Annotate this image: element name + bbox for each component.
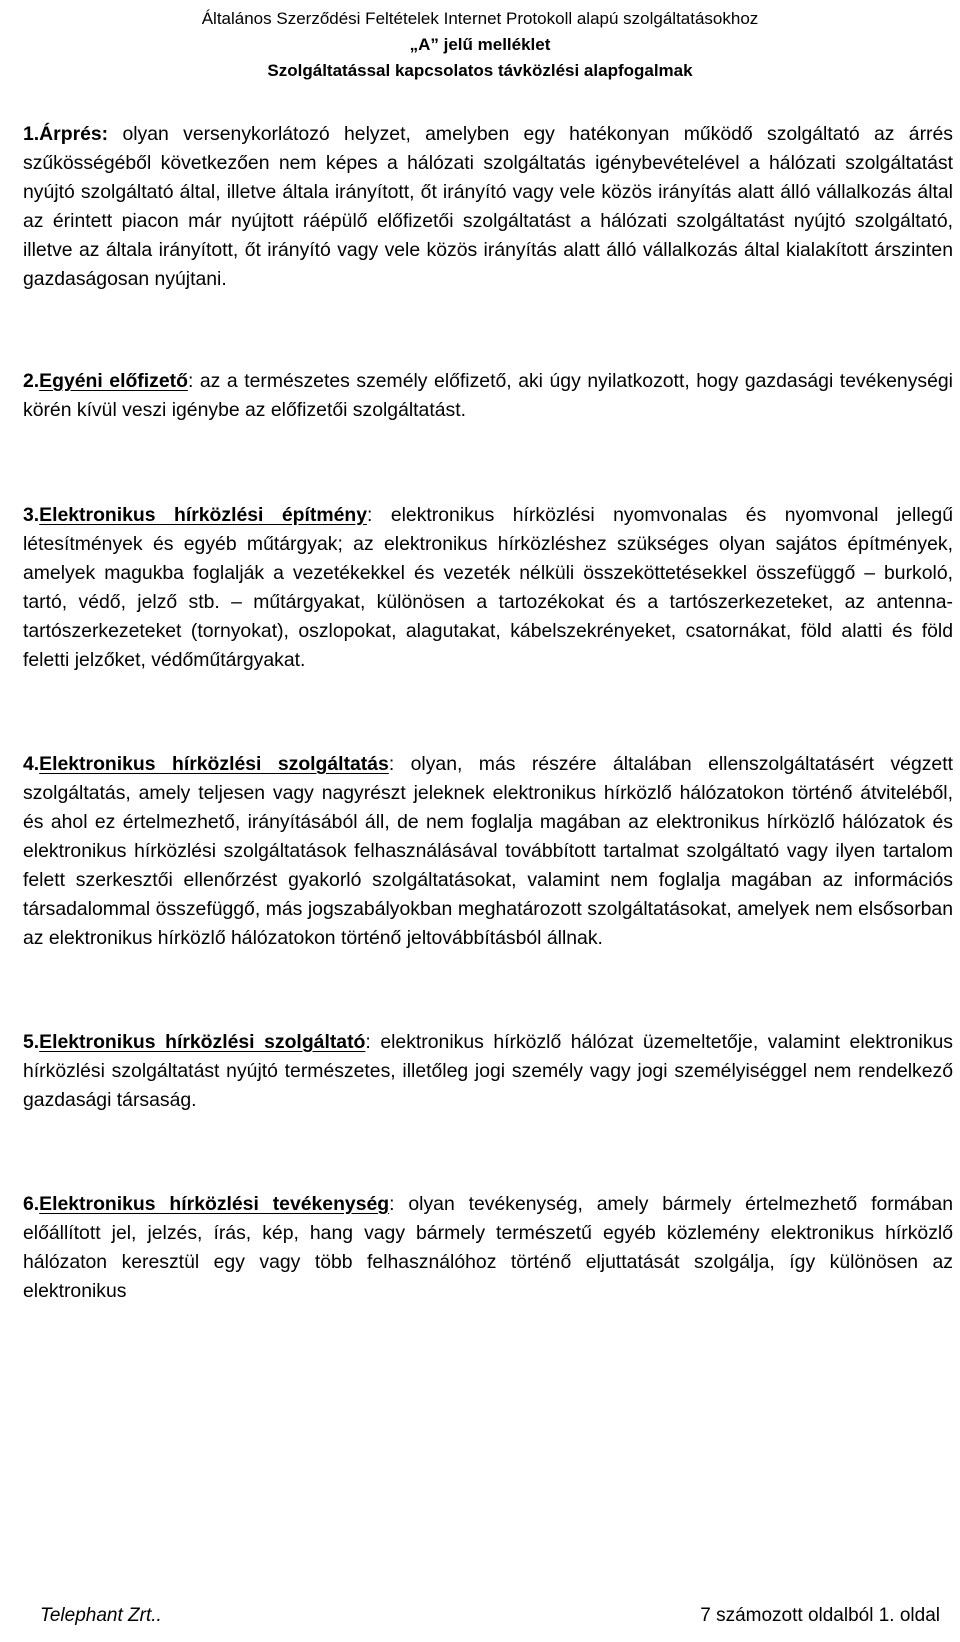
definitions-list — [23, 120, 953, 1306]
definition-item — [23, 120, 953, 294]
definition-term: Elektronikus hírközlési tevékenység — [39, 1193, 390, 1215]
definition-number: 6. — [23, 1193, 40, 1215]
definition-term: Elektronikus hírközlési szolgáltatás — [39, 753, 389, 775]
header-title: Általános Szerződési Feltételek Internet Protokoll alapú szolgáltatásokhoz — [201, 9, 759, 28]
footer-page-number: 7 számozott oldalból 1. oldal — [700, 1605, 940, 1626]
definition-number: 1. — [23, 123, 40, 145]
header-subtitle: Szolgáltatással kapcsolatos távközlési alapfogalmak — [267, 61, 693, 80]
definition-number: 2. — [23, 370, 40, 392]
definition-number: 4. — [23, 753, 40, 775]
definition-text: : olyan, más részére általában ellenszolgáltatásért végzett szolgáltatás, amely teljesen vagy nagyrészt jeleknek elektronikus hírközlő hálózatokon történő átviteléből, és ahol ez értelmezhető, irányításából áll, de nem foglalja magában az elektronikus hírközlő hálózatok és elektronikus hírközlési szolgáltatások felhasználásával továbbított tartalmat szolgáltató vagy ilyen tartalom felett szerkesztői ellenőrzést gyakorló szolgáltatásokat, valamint nem foglalja magában az információs társadalommal összefüggő, más jogszabályokban meghatározott szolgáltatásokat, amelyek nem elsősorban az elektronikus hírközlő hálózatokon történő jeltovábbításból állnak. — [23, 753, 953, 949]
header-annex-label: „A” jelű melléklet — [409, 35, 551, 54]
definition-text: : az a természetes személy előfizető, aki úgy nyilatkozott, hogy gazdasági tevékenységi körén kívül veszi igénybe az előfizetői szolgáltatást. — [23, 370, 953, 421]
definition-item — [23, 501, 953, 675]
definition-term: Elektronikus hírközlési építmény — [39, 504, 368, 526]
definition-number: 5. — [23, 1031, 40, 1053]
definition-item — [23, 750, 953, 953]
definition-term: Egyéni előfizető — [39, 370, 188, 392]
definition-text: olyan versenykorlátozó helyzet, amelyben egy hatékonyan működő szolgáltató az árrés szűkösségéből következően nem képes a hálózati szolgáltatás igénybevételével a hálózati szolgáltatást nyújtó szolgáltató által, illetve általa irányított, őt irányító vagy vele közös irányítás alatt álló vállalkozás által az érintett piacon már nyújtott ráépülő előfizetői szolgáltatást a hálózati szolgáltatást nyújtó szolgáltató, illetve az általa irányított, őt irányító vagy vele közös irányítás alatt álló vállalkozás által kialakított árszinten gazdaságosan nyújtani. — [23, 123, 953, 290]
page-header — [0, 6, 960, 84]
definition-item — [23, 367, 953, 425]
definition-item — [23, 1190, 953, 1306]
definition-number: 3. — [23, 504, 40, 526]
definition-text: : elektronikus hírközlő hálózat üzemeltetője, valamint elektronikus hírközlési szolgáltatást nyújtó természetes, illetőleg jogi személy vagy jogi személyiséggel nem rendelkező gazdasági társaság. — [23, 1031, 954, 1111]
definition-term: Elektronikus hírközlési szolgáltató — [39, 1031, 366, 1053]
definition-text: : olyan tevékenység, amely bármely értelmezhető formában előállított jel, jelzés, írás, kép, hang vagy bármely természetű egyéb közlemény elektronikus hírközlő hálózaton keresztül egy vagy több felhasználóhoz történő eljuttatását szolgálja, így különösen az elektronikus — [23, 1193, 953, 1302]
definition-item — [23, 1028, 953, 1115]
footer-company: Telephant Zrt.. — [40, 1605, 162, 1626]
definition-text: : elektronikus hírközlési nyomvonalas és nyomvonal jellegű létesítmények és egyéb műtárgyak; az elektronikus hírközléshez szükséges olyan sajátos építmények, amelyek magukba foglalják a vezetékekkel és vezeték nélküli összeköttetésekkel összefüggő – burkoló, tartó, védő, jelző stb. – műtárgyakat, különösen a tartozékokat és a tartószerkezeteket, az antenna-tartószerkezeteket (tornyokat), oszlopokat, alagutakat, kábelszekrényeket, csatornákat, föld alatti és föld feletti jelzőket, védőműtárgyakat. — [23, 504, 953, 671]
definition-term: Árprés: — [39, 123, 109, 145]
